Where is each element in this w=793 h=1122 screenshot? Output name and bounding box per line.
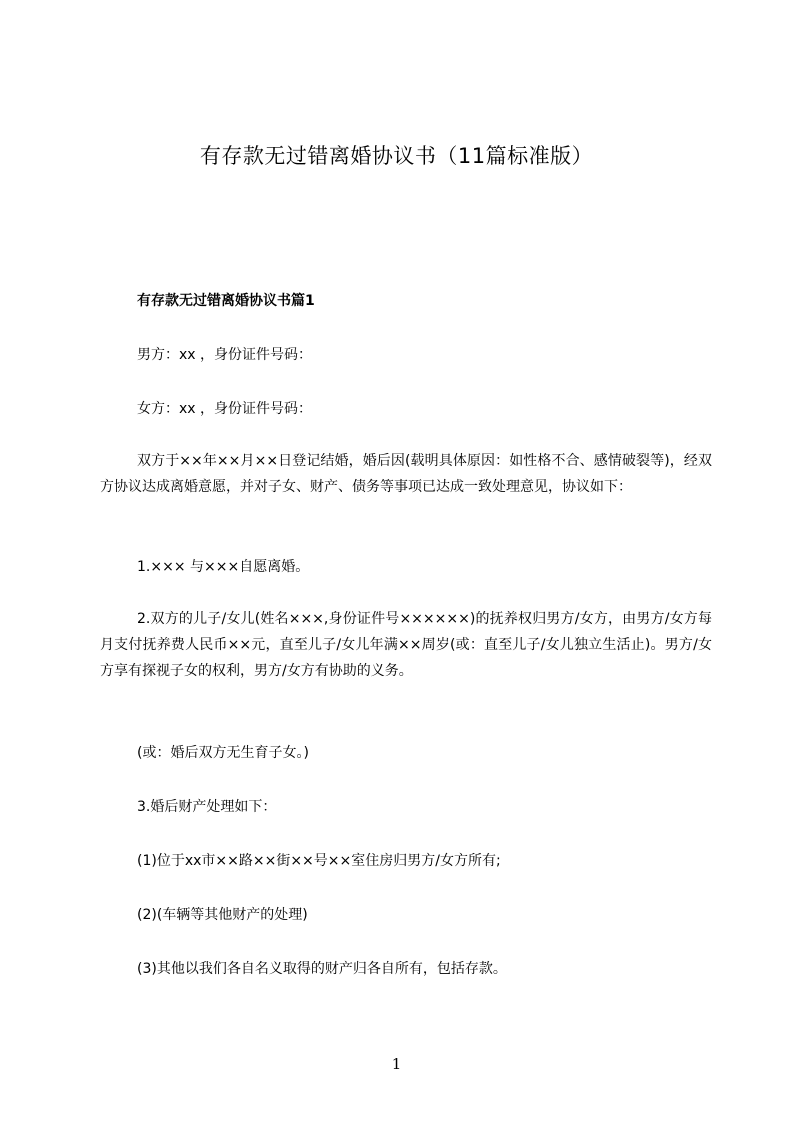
paragraph-clause-1: 1.××× 与×××自愿离婚。 bbox=[137, 559, 310, 575]
page-number: 1 bbox=[391, 1055, 402, 1073]
paragraph-clause-2: 2.双方的儿子/女儿(姓名×××,身份证件号××××××)的抚养权归男方/女方，由男方/女方每月支付抚养费人民币××元，直至儿子/女儿年满××周岁(或：直至儿子/女儿独立生活止)。男方/女方享有探视子女的权利，男方/女方有协助的义务。 bbox=[100, 611, 712, 679]
paragraph-clause-3-item-3: (3)其他以我们各自名义取得的财产归各自所有，包括存款。 bbox=[137, 961, 507, 977]
paragraph-clause-3-item-2: (2)(车辆等其他财产的处理) bbox=[137, 907, 308, 923]
paragraph-clause-3-item-1: (1)位于xx市××路××街××号××室住房归男方/女方所有; bbox=[137, 853, 501, 869]
paragraph-clause-3: 3.婚后财产处理如下： bbox=[137, 799, 277, 815]
paragraph-female-party: 女方：xx ，身份证件号码： bbox=[137, 401, 313, 417]
paragraph-male-party: 男方：xx ，身份证件号码： bbox=[137, 347, 313, 363]
paragraph-marriage-background: 双方于××年××月××日登记结婚，婚后因(载明具体原因：如性格不合、感情破裂等)，经双方协议达成离婚意愿，并对子女、财产、债务等事项已达成一致处理意见，协议如下： bbox=[100, 453, 712, 495]
section-heading: 有存款无过错离婚协议书篇1 bbox=[137, 293, 315, 309]
document-title: 有存款无过错离婚协议书（11篇标准版） bbox=[199, 144, 594, 168]
paragraph-no-children-alternative: (或：婚后双方无生育子女。) bbox=[137, 745, 309, 761]
